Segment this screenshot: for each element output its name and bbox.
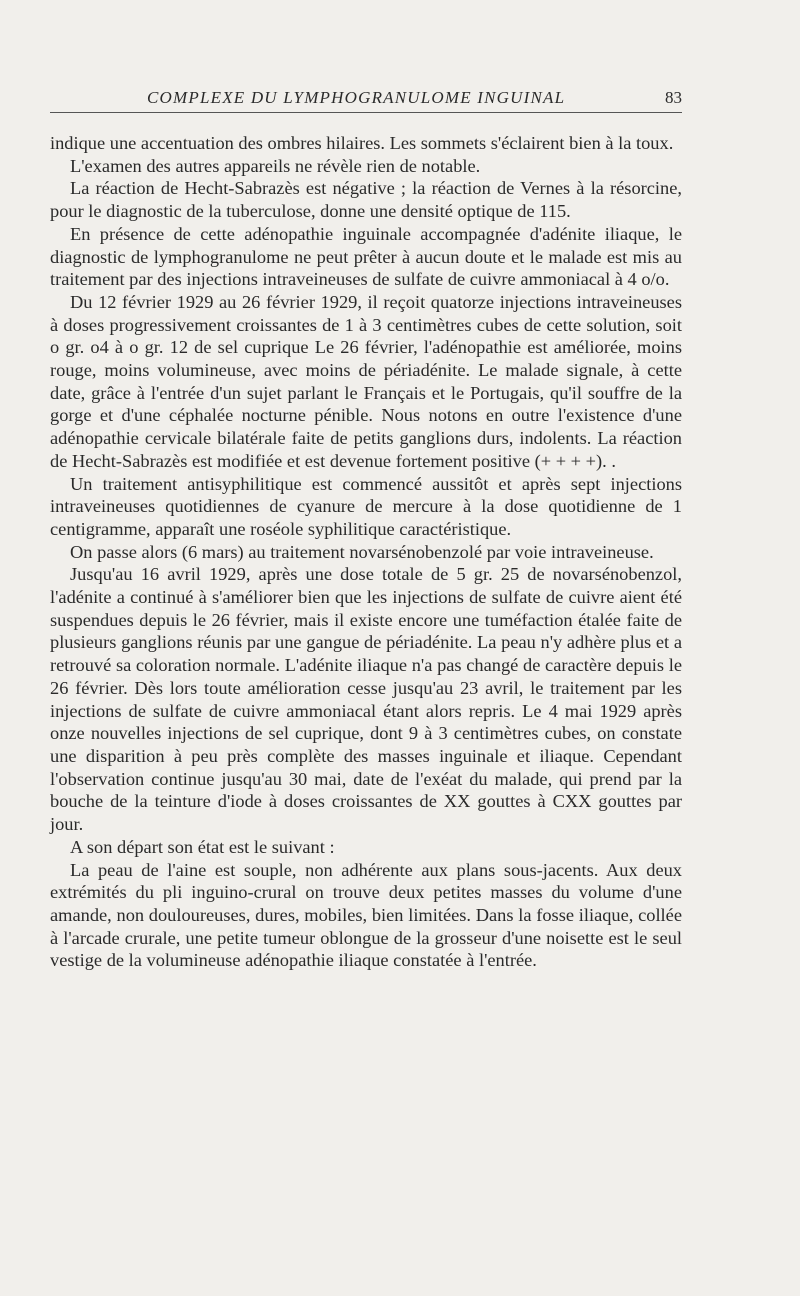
paragraph: En présence de cette adénopathie inguinale accompagnée d'adénite iliaque, le diagnostic de lymphogranulome ne peut prêter à aucun doute et le malade est mis au traitement par des injections intraveineuses de sulfate de cuivre ammoniacal à 4 o/o. [50, 223, 682, 290]
body-text [50, 132, 682, 972]
paragraph: La peau de l'aine est souple, non adhérente aux plans sous-jacents. Aux deux extrémités du pli inguino-crural on trouve deux petites masses du volume d'une amande, non douloureuses, dures, mobiles, bien limitées. Dans la fosse iliaque, collée à l'arcade crurale, une petite tumeur oblongue de la grosseur d'une noisette est le seul vestige de la volumineuse adénopathie iliaque constatée à l'entrée. [50, 859, 682, 971]
paragraph: Jusqu'au 16 avril 1929, après une dose totale de 5 gr. 25 de novarsénobenzol, l'adénite a continué à s'améliorer bien que les injections de sulfate de cuivre aient été suspendues depuis le 26 février, mais il existe encore une tuméfaction étalée faite de plusieurs ganglions réunis par une gangue de périadénite. La peau n'y adhère plus et a retrouvé sa coloration normale. L'adénite iliaque n'a pas changé de caractère depuis le 26 février. Dès lors toute amélioration cesse jusqu'au 23 avril, le traitement par les injections de sulfate de cuivre ammoniacal étant alors repris. Le 4 mai 1929 après onze nouvelles injections de sel cuprique, dont 9 à 3 centimètres cubes, on constate une disparition à peu près complète des masses inguinale et iliaque. Cependant l'observation continue jusqu'au 30 mai, date de l'exéat du malade, qui prend par la bouche de la teinture d'iode à doses croissantes de XX gouttes à CXX gouttes par jour. [50, 564, 682, 835]
page-number: 83 [665, 88, 682, 107]
paragraph: Un traitement antisyphilitique est commencé aussitôt et après sept injections intraveineuses quotidiennes de cyanure de mercure à la dose quotidienne de 1 centigramme, apparaît une roséole syphilitique caractéristique. [50, 473, 682, 539]
page-header [50, 84, 682, 113]
paragraph: A son départ son état est le suivant : [70, 836, 335, 857]
paragraph: indique une accentuation des ombres hilaires. Les sommets s'éclairent bien à la toux. [50, 133, 674, 153]
paragraph: On passe alors (6 mars) au traitement novarsénobenzolé par voie intraveineuse. [70, 541, 654, 562]
paragraph: Du 12 février 1929 au 26 février 1929, il reçoit quatorze injections intraveineuses à doses progressivement croissantes de 1 à 3 centimètres cubes de cette solution, soit o gr. o4 à o gr. 12 de sel cuprique Le 26 février, l'adénopathie est améliorée, moins rouge, moins volumineuse, avec moins de périadénite. Le malade signale, à cette date, grâce à l'entrée d'un sujet parlant le Français et le Portugais, qu'il souffre de la gorge et d'une céphalée nocturne pénible. Nous notons en outre l'existence d'une adénopathie cervicale bilatérale faite de petits ganglions durs, indolents. La réaction de Hecht-Sabrazès est modifiée et est devenue fortement positive (+ + + +). . [50, 291, 682, 471]
paragraph: L'examen des autres appareils ne révèle rien de notable. [70, 155, 481, 176]
paragraph: La réaction de Hecht-Sabrazès est négative ; la réaction de Vernes à la résorcine, pour le diagnostic de la tuberculose, donne une densité optique de 115. [50, 178, 682, 222]
running-title: COMPLEXE DU LYMPHOGRANULOME INGUINAL [147, 88, 566, 107]
